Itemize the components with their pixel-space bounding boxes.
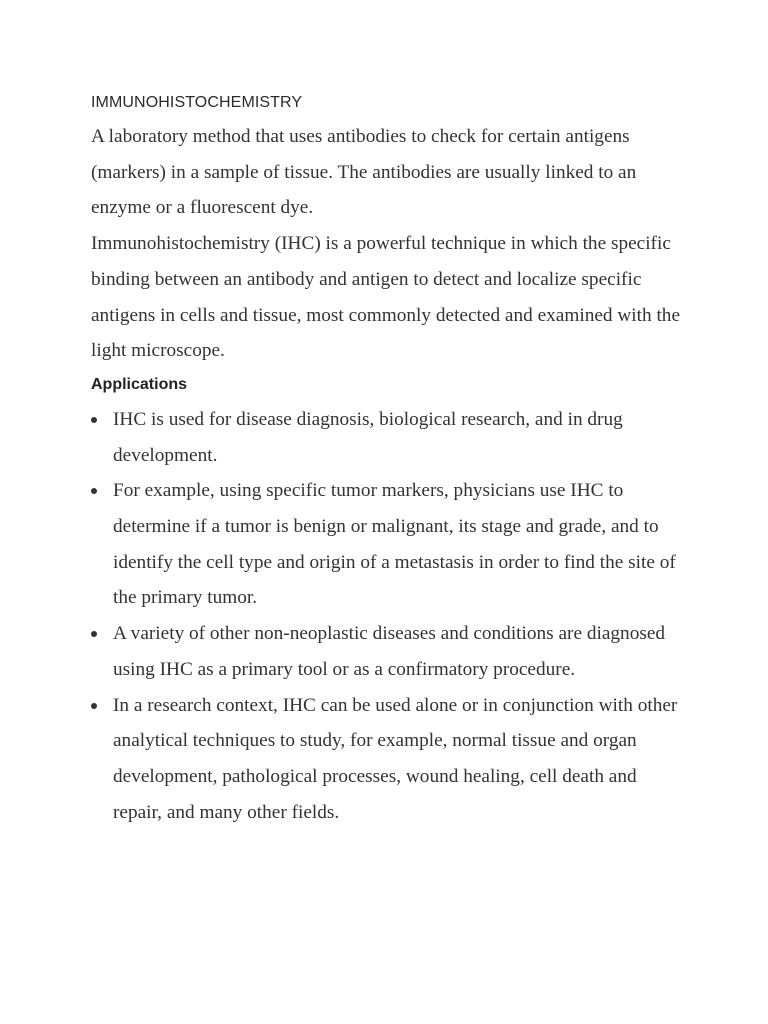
list-item: [91, 616, 681, 687]
list-item: [91, 688, 681, 831]
applications-list: [91, 402, 681, 830]
bullet-icon: [91, 631, 97, 637]
description-paragraph: Immunohistochemistry (IHC) is a powerful technique in which the specific binding between an antibody and antigen to detect and localize specific antigens in cells and tissue, most commonly detected and examined with the light microscope.: [91, 233, 681, 362]
list-item: [91, 473, 681, 616]
list-item-text: For example, using specific tumor markers, physicians use IHC to determine if a tumor is benign or malignant, its stage and grade, and to identify the cell type and origin of a metastasis in order to find the site of the primary tumor.: [113, 480, 676, 609]
definition-paragraph: A laboratory method that uses antibodies to check for certain antigens (markers) in a sample of tissue. The antibodies are usually linked to an enzyme or a fluorescent dye.: [91, 126, 637, 219]
bullet-icon: [91, 488, 97, 494]
list-item: [91, 402, 681, 473]
list-item-text: In a research context, IHC can be used alone or in conjunction with other analytical techniques to study, for example, normal tissue and organ development, pathological processes, wound healing, cell death and repair, and many other fields.: [113, 694, 678, 823]
bullet-icon: [91, 417, 97, 423]
document-title: IMMUNOHISTOCHEMISTRY: [91, 94, 303, 111]
list-item-text: A variety of other non-neoplastic diseases and conditions are diagnosed using IHC as a primary tool or as a confirmatory procedure.: [113, 623, 666, 680]
bullet-icon: [91, 703, 97, 709]
document-body: [91, 93, 681, 830]
list-item-text: IHC is used for disease diagnosis, biological research, and in drug development.: [113, 408, 623, 466]
applications-heading: Applications: [91, 375, 188, 393]
